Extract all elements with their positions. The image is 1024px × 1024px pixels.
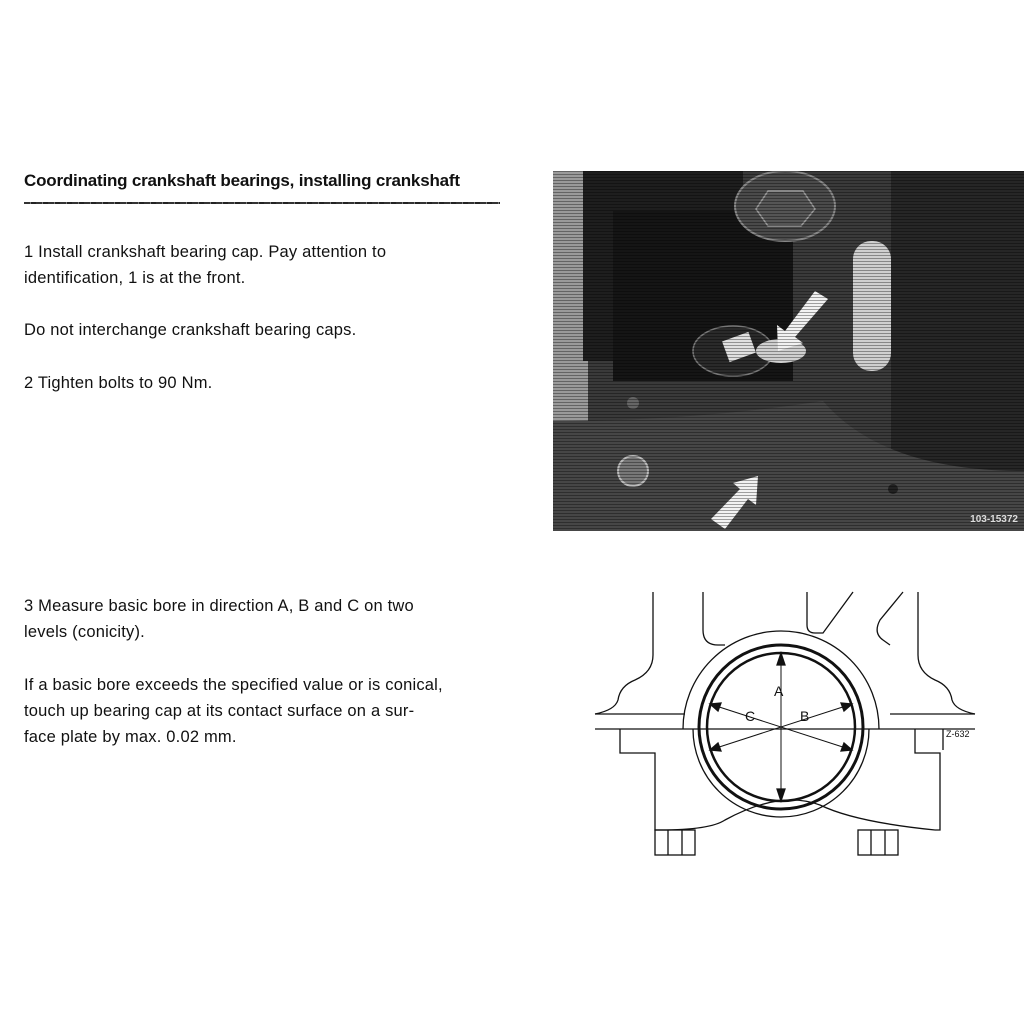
step-3-line-2: levels (conicity). xyxy=(24,623,145,641)
direction-a-label: A xyxy=(774,683,784,699)
diagram-label: Z-632 xyxy=(946,729,970,739)
bearing-cap-photo xyxy=(553,171,1024,531)
title-underline xyxy=(24,202,500,204)
step-1-line-2: identification, 1 is at the front. xyxy=(24,269,246,287)
step-3-line-1: 3 Measure basic bore in direction A, B and C on two xyxy=(24,597,414,615)
bore-measurement-diagram xyxy=(590,590,990,865)
direction-b-label: B xyxy=(800,708,810,724)
note-line-1: If a basic bore exceeds the specified value or is conical, xyxy=(24,676,443,694)
note-line-2: touch up bearing cap at its contact surface on a sur- xyxy=(24,702,415,720)
step-1 xyxy=(24,239,386,291)
note-line-3: face plate by max. 0.02 mm. xyxy=(24,728,237,746)
section-title: Coordinating crankshaft bearings, installing crankshaft xyxy=(24,171,460,190)
step-2: 2 Tighten bolts to 90 Nm. xyxy=(24,374,213,392)
step-1-line-1: 1 Install crankshaft bearing cap. Pay attention to xyxy=(24,243,387,261)
photo-label: 103-15372 xyxy=(970,514,1018,525)
step-3 xyxy=(24,593,414,645)
note-touch-up xyxy=(24,672,443,750)
direction-c-label: C xyxy=(745,708,756,724)
note-no-interchange: Do not interchange crankshaft bearing caps. xyxy=(24,321,357,339)
